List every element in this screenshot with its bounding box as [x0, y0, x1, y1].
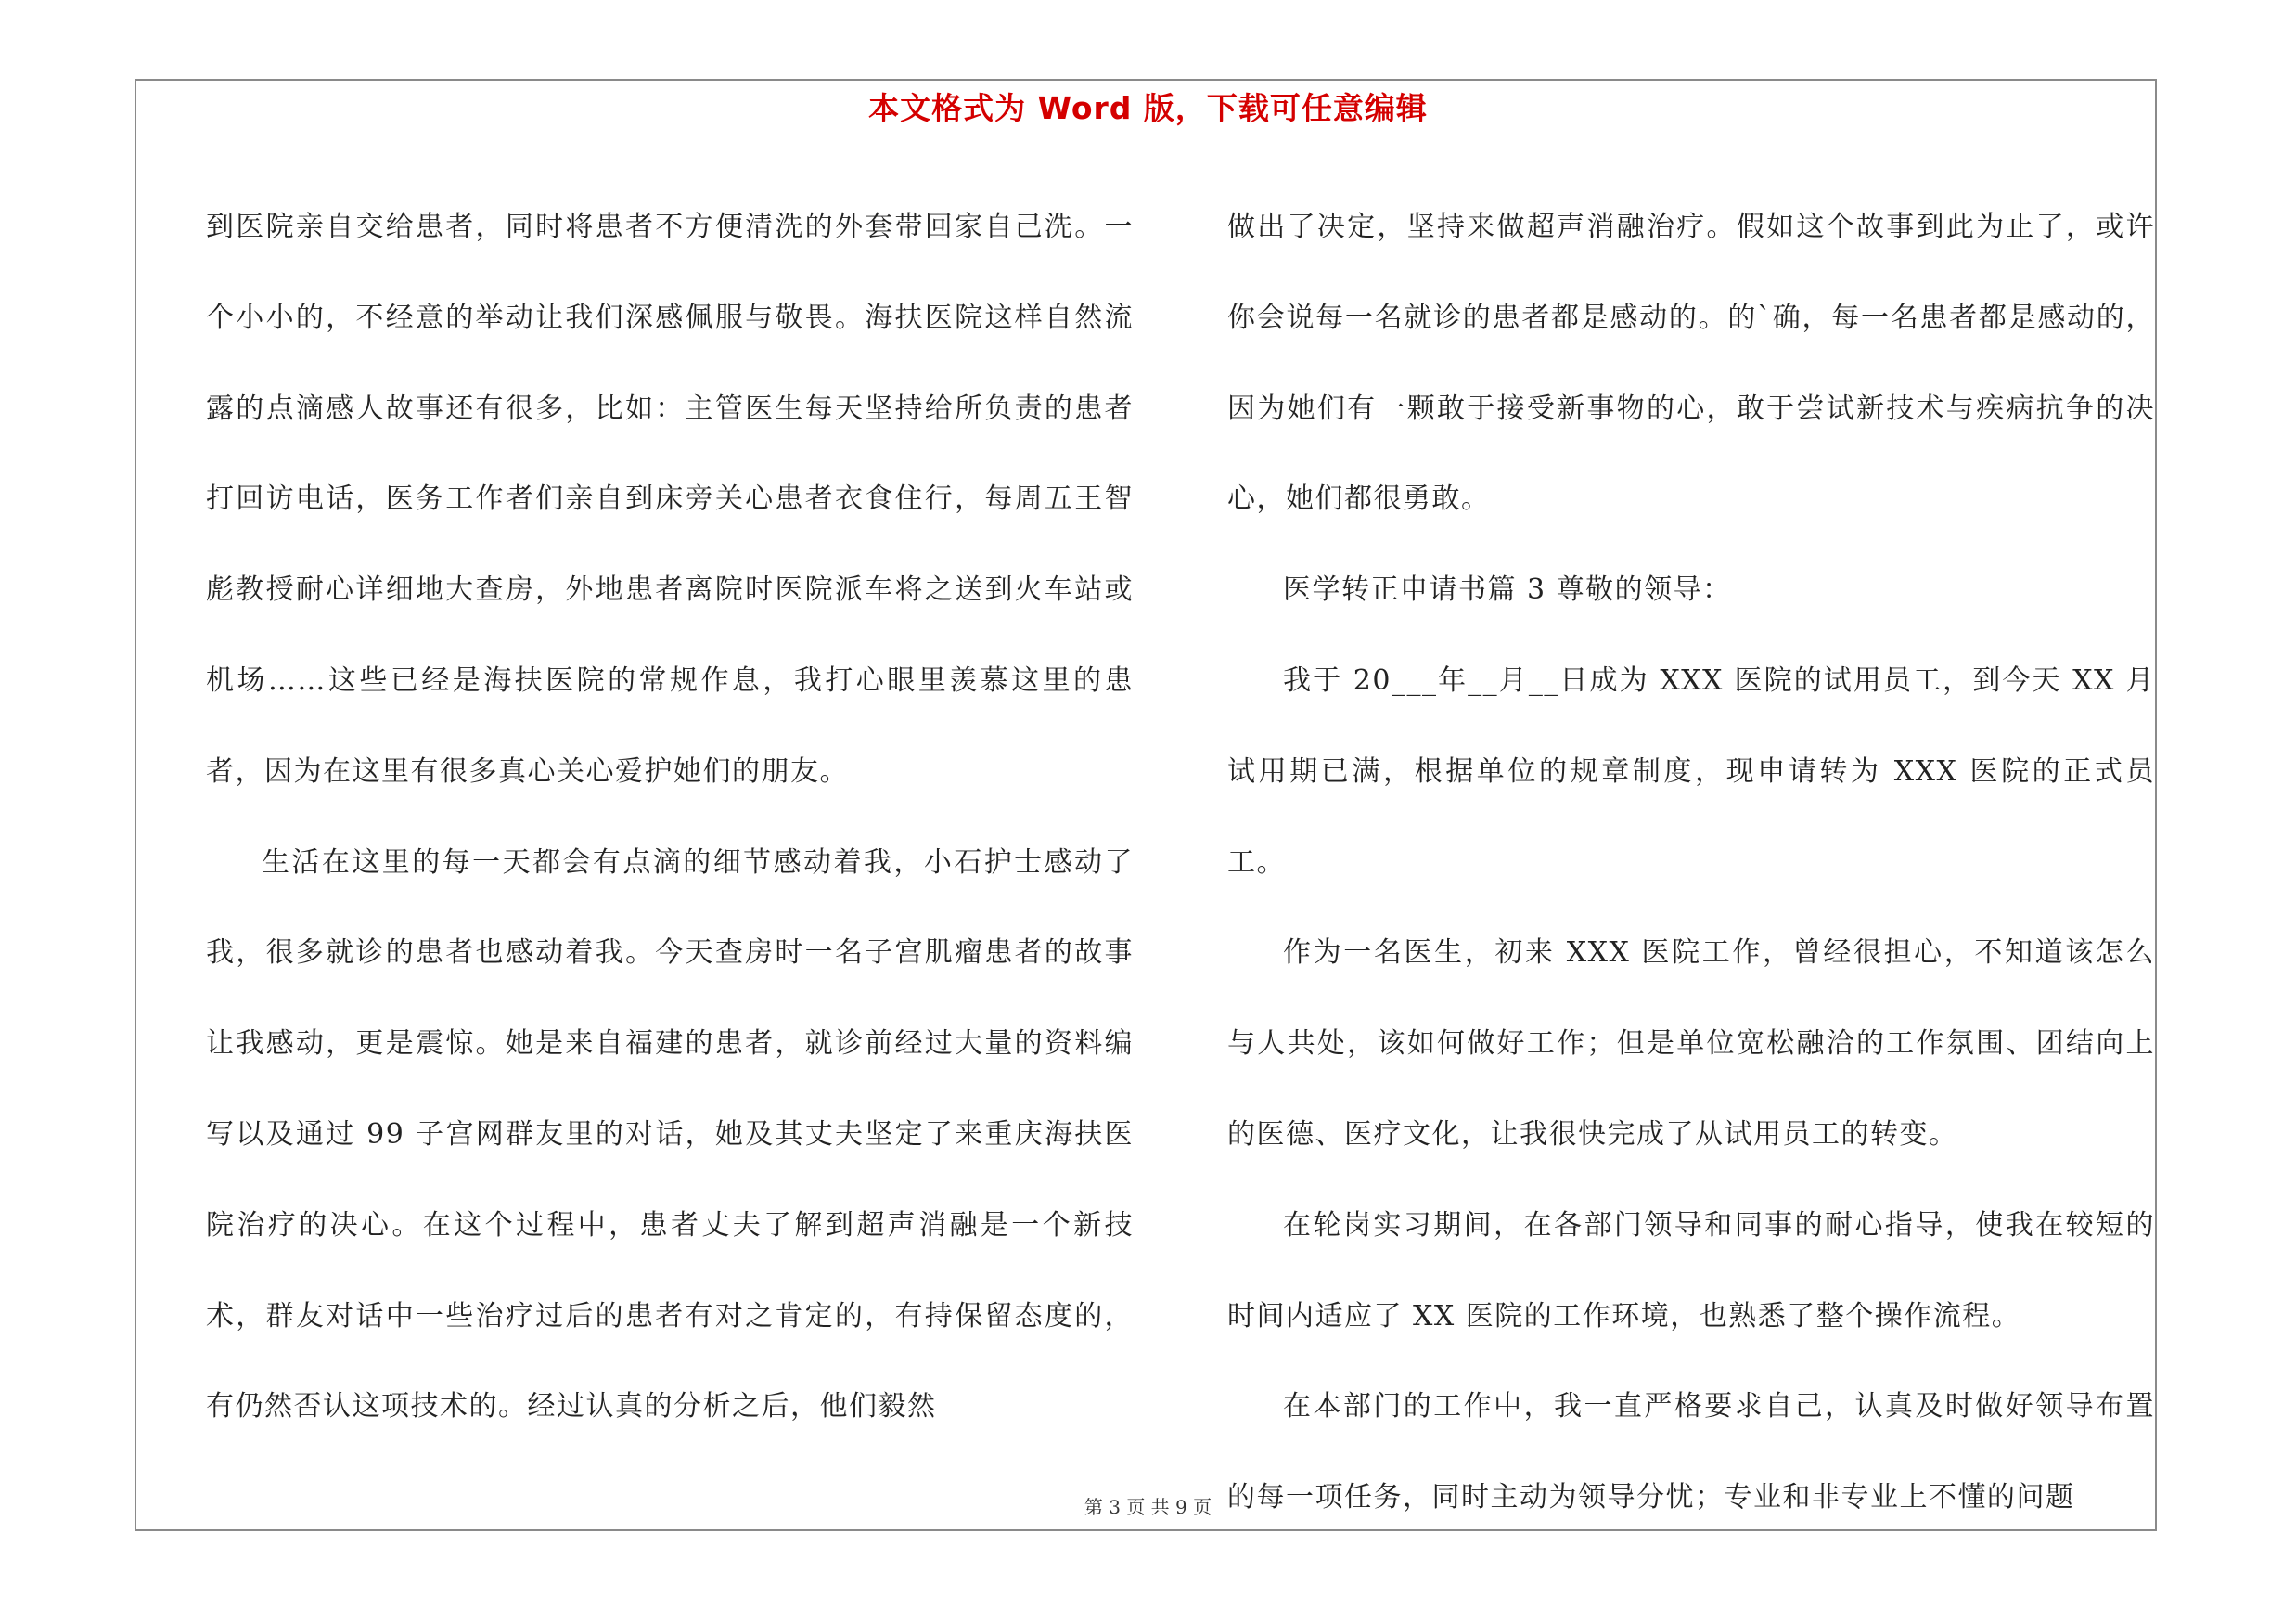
paragraph: 做出了决定，坚持来做超声消融治疗。假如这个故事到此为止了，或许你会说每一名就诊的患者都是感动的。的`确，每一名患者都是感动的，因为她们有一颗敢于接受新事物的心，敢于尝试新技术与疾病抗争的决心，她们都很勇敢。 — [1227, 211, 2155, 516]
page-number: 第 3 页 共 9 页 — [1084, 1496, 1212, 1518]
paragraph: 我于 20___年__月__日成为 XXX 医院的试用员工，到今天 XX 月试用期已满，根据单位的规章制度，现申请转为 XXX 医院的正式员工。 — [1227, 663, 2155, 879]
paragraph: 在本部门的工作中，我一直严格要求自己，认真及时做好领导布置的每一项任务，同时主动为领导分忧；专业和非专业上不懂的问题 — [1227, 1390, 2155, 1514]
text-column-right — [1227, 182, 2155, 1543]
paragraph: 在轮岗实习期间，在各部门领导和同事的耐心指导，使我在较短的时间内适应了 XX 医院的工作环境，也熟悉了整个操作流程。 — [1227, 1208, 2155, 1333]
paragraph: 到医院亲自交给患者，同时将患者不方便清洗的外套带回家自己洗。一个小小的，不经意的举动让我们深感佩服与敬畏。海扶医院这样自然流露的点滴感人故事还有很多，比如：主管医生每天坚持给所负责的患者打回访电话，医务工作者们亲自到床旁关心患者衣食住行，每周五王智彪教授耐心详细地大查房，外地患者离院时医院派车将之送到火车站或机场……这些已经是海扶医院的常规作息，我打心眼里羡慕这里的患者，因为在这里有很多真心关心爱护她们的朋友。 — [206, 211, 1134, 788]
paragraph: 生活在这里的每一天都会有点滴的细节感动着我，小石护士感动了我，很多就诊的患者也感动着我。今天查房时一名子宫肌瘤患者的故事让我感动，更是震惊。她是来自福建的患者，就诊前经过大量的资料编写以及通过 99 子宫网群友里的对话，她及其丈夫坚定了来重庆海扶医院治疗的决心。在这个过程中，患者丈夫了解到超声消融是一个新技术，群友对话中一些治疗过后的患者有对之肯定的，有持保留态度的，有仍然否认这项技术的。经过认真的分析之后，他们毅然 — [206, 845, 1134, 1423]
paragraph: 作为一名医生，初来 XXX 医院工作，曾经很担心，不知道该怎么与人共处，该如何做好工作；但是单位宽松融洽的工作氛围、团结向上的医德、医疗文化，让我很快完成了从试用员工的转变。 — [1227, 936, 2155, 1151]
word-format-banner: 本文格式为 Word 版，下载可任意编辑 — [868, 90, 1428, 126]
text-column-left — [206, 182, 1134, 1452]
section-heading: 医学转正申请书篇 3 尊敬的领导： — [1283, 573, 1732, 607]
